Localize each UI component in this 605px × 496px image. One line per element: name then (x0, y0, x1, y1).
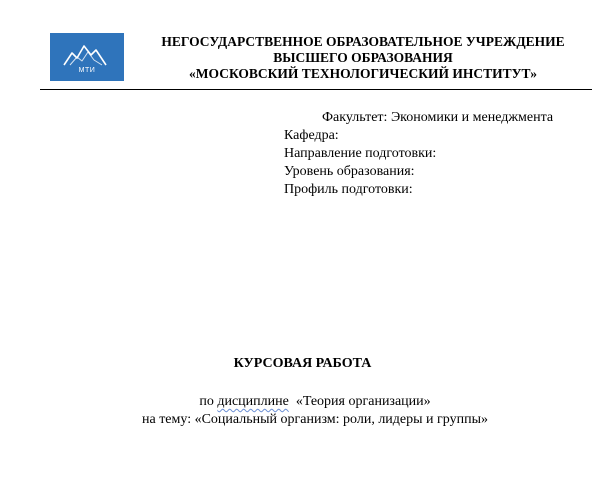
org-line-2: ВЫСШЕГО ОБРАЗОВАНИЯ (273, 50, 453, 65)
discipline-word: дисциплине (217, 394, 289, 409)
org-line-1: НЕГОСУДАРСТВЕННОЕ ОБРАЗОВАТЕЛЬНОЕ УЧРЕЖДЕНИЕ (161, 34, 565, 49)
discipline-name: «Теория организации» (288, 394, 431, 409)
institute-logo (50, 33, 124, 81)
topic-line: на тему: «Социальный организм: роли, лидеры и группы» (141, 412, 488, 427)
header-divider (40, 89, 592, 90)
discipline-line (0, 393, 605, 411)
level-label: Уровень образования: (284, 164, 415, 179)
direction-label: Направление подготовки: (284, 146, 437, 161)
discipline-prefix: по (199, 394, 218, 409)
profile-label: Профиль подготовки: (284, 182, 413, 197)
logo-text: МТИ (78, 67, 96, 74)
info-fields (284, 127, 436, 199)
faculty-label: Факультет: Экономики и менеджмента (322, 110, 554, 125)
org-line-3: «МОСКОВСКИЙ ТЕХНОЛОГИЧЕСКИЙ ИНСТИТУТ» (189, 66, 537, 81)
document-type-title: КУРСОВАЯ РАБОТА (233, 356, 372, 371)
organization-name (128, 34, 598, 82)
department-label: Кафедра: (284, 128, 339, 143)
